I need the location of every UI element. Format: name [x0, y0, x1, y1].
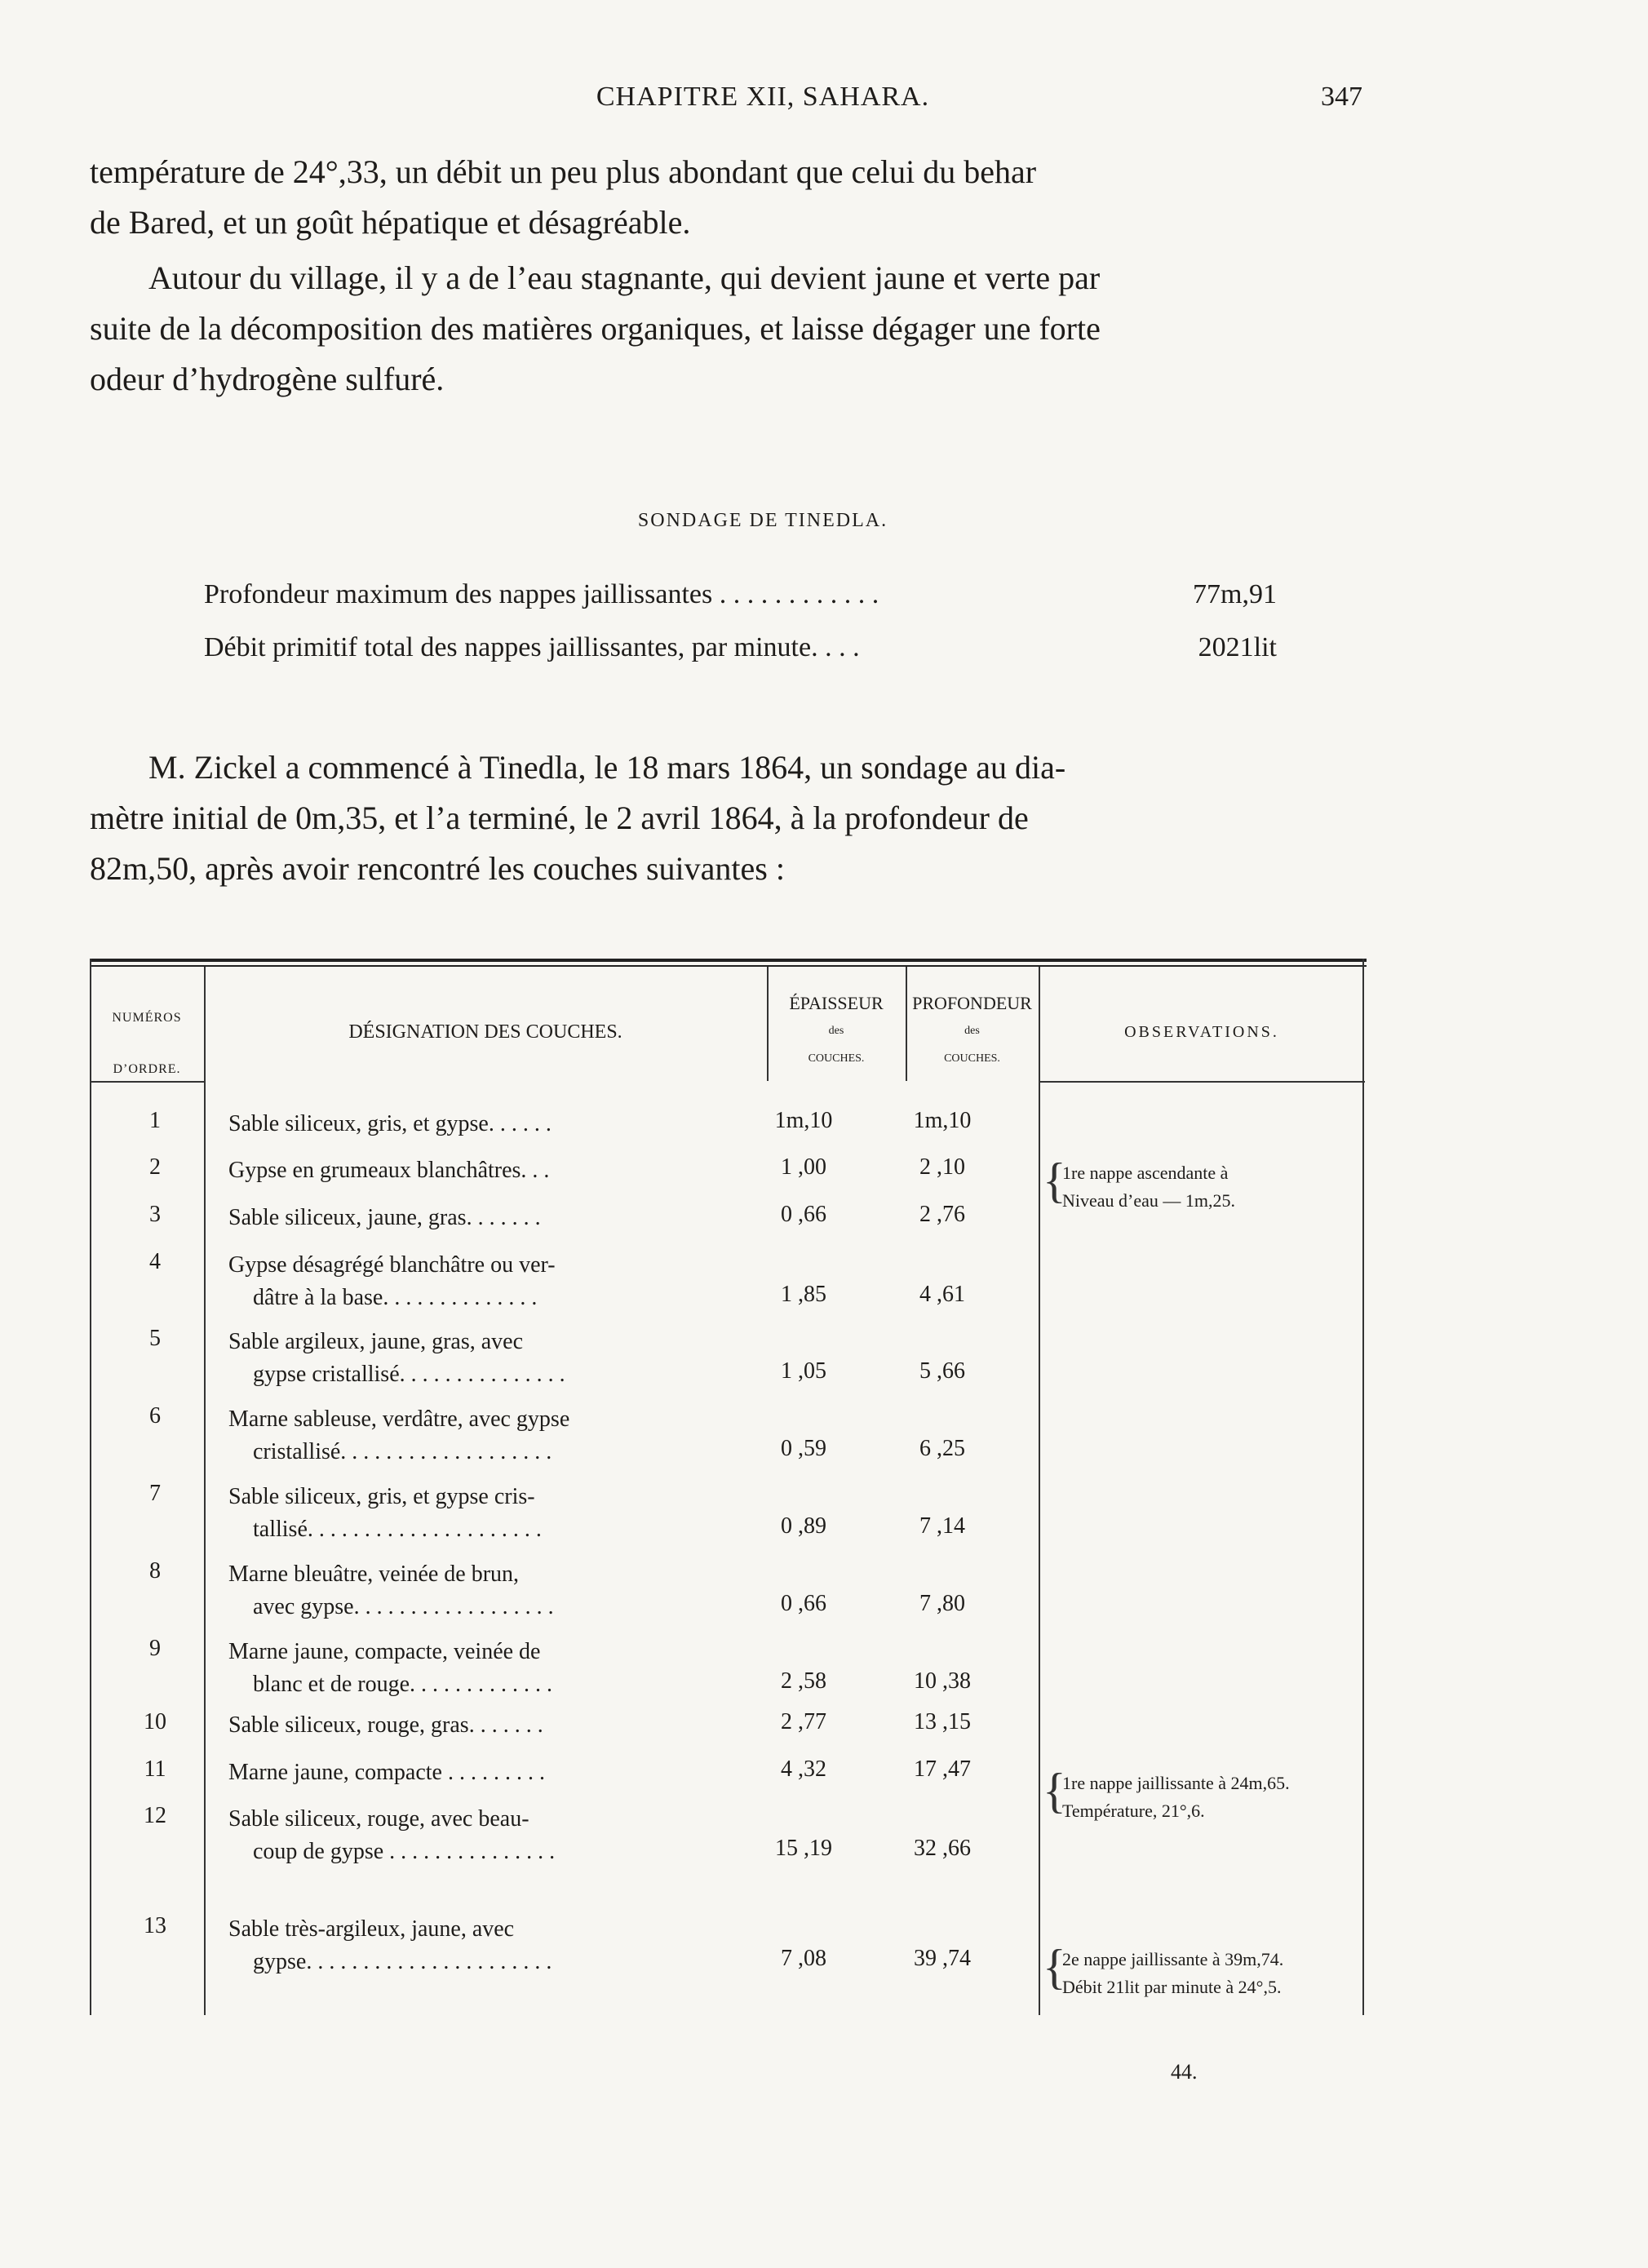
row-number: 9 [149, 1636, 161, 1661]
page-number: 347 [1321, 82, 1362, 112]
row-number: 11 [144, 1756, 166, 1782]
stat-value: 77m,91 [1193, 579, 1277, 609]
drilling-paragraph [90, 742, 1367, 894]
brace-icon: { [1043, 1940, 1066, 1994]
text-line: suite de la décomposition des matières organiques, et laisse dégager une forte [90, 310, 1101, 347]
row-profondeur: 5 ,66 [919, 1358, 965, 1384]
row-epaisseur: 0 ,59 [781, 1436, 826, 1461]
text-line: M. Zickel a commencé à Tinedla, le 18 mars 1864, un sondage au dia- [148, 749, 1066, 786]
brace-icon: { [1043, 1154, 1066, 1207]
row-epaisseur: 0 ,89 [781, 1513, 826, 1539]
row-epaisseur: 1 ,85 [781, 1282, 826, 1307]
row-designation: Sable siliceux, gris, et gypse cris- tallisé. . . . . . . . . . . . . . . . . . . . . [228, 1484, 542, 1542]
row-profondeur: 2 ,76 [919, 1202, 965, 1227]
observation-nappe-2: 1re nappe jaillissante à 24m,65. Température, 21°,6. [1062, 1773, 1290, 1821]
row-designation: Sable siliceux, rouge, avec beau- coup de gypse . . . . . . . . . . . . . . . [228, 1806, 556, 1864]
header-designation: DÉSIGNATION DES COUCHES. [348, 1021, 622, 1043]
row-designation: Gypse désagrégé blanchâtre ou ver- dâtre à la base. . . . . . . . . . . . . . [228, 1252, 556, 1310]
row-designation: Gypse en grumeaux blanchâtres. . . [228, 1158, 550, 1183]
strata-table [90, 959, 1367, 2015]
observation-nappe-1: 1re nappe ascendante à Niveau d’eau — 1m,25. [1062, 1163, 1235, 1211]
row-designation: Marne jaune, compacte, veinée de blanc et de rouge. . . . . . . . . . . . . [228, 1639, 553, 1697]
header-rule [1039, 1081, 1365, 1083]
intro-paragraph [90, 147, 1367, 248]
row-epaisseur: 0 ,66 [781, 1202, 826, 1227]
row-number: 1 [149, 1108, 161, 1133]
row-epaisseur: 0 ,66 [781, 1591, 826, 1616]
row-epaisseur: 1 ,00 [781, 1154, 826, 1180]
header-observations: OBSERVATIONS. [1124, 1023, 1279, 1041]
row-profondeur: 7 ,80 [919, 1591, 965, 1616]
row-epaisseur: 2 ,58 [781, 1668, 826, 1694]
row-number: 10 [144, 1709, 166, 1734]
stat-label: Profondeur maximum des nappes jaillissantes . . . . . . . . . . . . [204, 579, 879, 609]
row-epaisseur: 2 ,77 [781, 1709, 826, 1734]
village-paragraph [90, 253, 1367, 405]
table-border [1362, 959, 1364, 2015]
row-designation: Sable siliceux, jaune, gras. . . . . . . [228, 1205, 541, 1230]
stat-value: 2021lit [1198, 632, 1277, 662]
row-profondeur: 6 ,25 [919, 1436, 965, 1461]
row-number: 3 [149, 1202, 161, 1227]
row-designation: Marne bleuâtre, veinée de brun, avec gypse. . . . . . . . . . . . . . . . . . [228, 1561, 554, 1619]
row-profondeur: 39 ,74 [914, 1946, 971, 1971]
text-line: de Bared, et un goût hépatique et désagréable. [90, 204, 691, 241]
row-number: 12 [144, 1803, 166, 1828]
brace-icon: { [1043, 1764, 1066, 1818]
observation-nappe-3: 2e nappe jaillissante à 39m,74. Débit 21lit par minute à 24°,5. [1062, 1949, 1284, 1997]
row-profondeur: 1m,10 [913, 1108, 972, 1133]
row-designation: Marne sableuse, verdâtre, avec gypse cristallisé. . . . . . . . . . . . . . . . . . . [228, 1406, 570, 1464]
row-profondeur: 10 ,38 [914, 1668, 971, 1694]
row-number: 5 [149, 1326, 161, 1351]
row-profondeur: 17 ,47 [914, 1756, 971, 1782]
row-designation: Sable très-argileux, jaune, avec gypse. . . . . . . . . . . . . . . . . . . . . . [228, 1916, 552, 1974]
row-epaisseur: 4 ,32 [781, 1756, 826, 1782]
section-title: SONDAGE DE TINEDLA. [637, 510, 888, 531]
text-line: mètre initial de 0m,35, et l’a terminé, le 2 avril 1864, à la profondeur de [90, 800, 1029, 836]
row-epaisseur: 7 ,08 [781, 1946, 826, 1971]
stat-label: Débit primitif total des nappes jaillissantes, par minute. . . . [204, 632, 860, 662]
header-profondeur: PROFONDEUR des COUCHES. [912, 993, 1032, 1065]
header-epaisseur: ÉPAISSEUR des COUCHES. [789, 993, 884, 1065]
stat-flow [204, 632, 1277, 670]
row-epaisseur: 15 ,19 [775, 1836, 832, 1861]
signature-mark: 44. [1171, 2060, 1198, 2084]
column-divider [1039, 967, 1040, 2015]
row-number: 2 [149, 1154, 161, 1180]
row-number: 13 [144, 1913, 166, 1938]
row-designation: Sable argileux, jaune, gras, avec gypse cristallisé. . . . . . . . . . . . . . . [228, 1329, 565, 1387]
text-line: Autour du village, il y a de l’eau stagnante, qui devient jaune et verte par [148, 259, 1101, 296]
row-number: 4 [149, 1249, 161, 1274]
row-designation: Marne jaune, compacte . . . . . . . . . [228, 1760, 545, 1785]
text-line: odeur d’hydrogène sulfuré. [90, 361, 445, 397]
row-designation: Sable siliceux, rouge, gras. . . . . . . [228, 1712, 543, 1738]
table-top-rule [90, 965, 1367, 967]
row-designation: Sable siliceux, gris, et gypse. . . . . . [228, 1111, 552, 1136]
row-profondeur: 2 ,10 [919, 1154, 965, 1180]
row-profondeur: 7 ,14 [919, 1513, 965, 1539]
running-header [163, 82, 1362, 131]
row-profondeur: 13 ,15 [914, 1709, 971, 1734]
text-line: 82m,50, après avoir rencontré les couches suivantes : [90, 850, 785, 887]
stat-max-depth [204, 579, 1277, 617]
header-numeros: NUMÉROS D’ORDRE. [112, 1011, 182, 1076]
row-number: 8 [149, 1558, 161, 1584]
row-profondeur: 4 ,61 [919, 1282, 965, 1307]
chapter-title: CHAPITRE XII, SAHARA. [596, 82, 930, 112]
row-number: 6 [149, 1403, 161, 1429]
row-profondeur: 32 ,66 [914, 1836, 971, 1861]
row-number: 7 [149, 1481, 161, 1506]
table-top-rule [90, 959, 1367, 962]
text-line: température de 24°,33, un débit un peu plus abondant que celui du behar [90, 153, 1037, 190]
row-epaisseur: 1m,10 [774, 1108, 833, 1133]
row-epaisseur: 1 ,05 [781, 1358, 826, 1384]
